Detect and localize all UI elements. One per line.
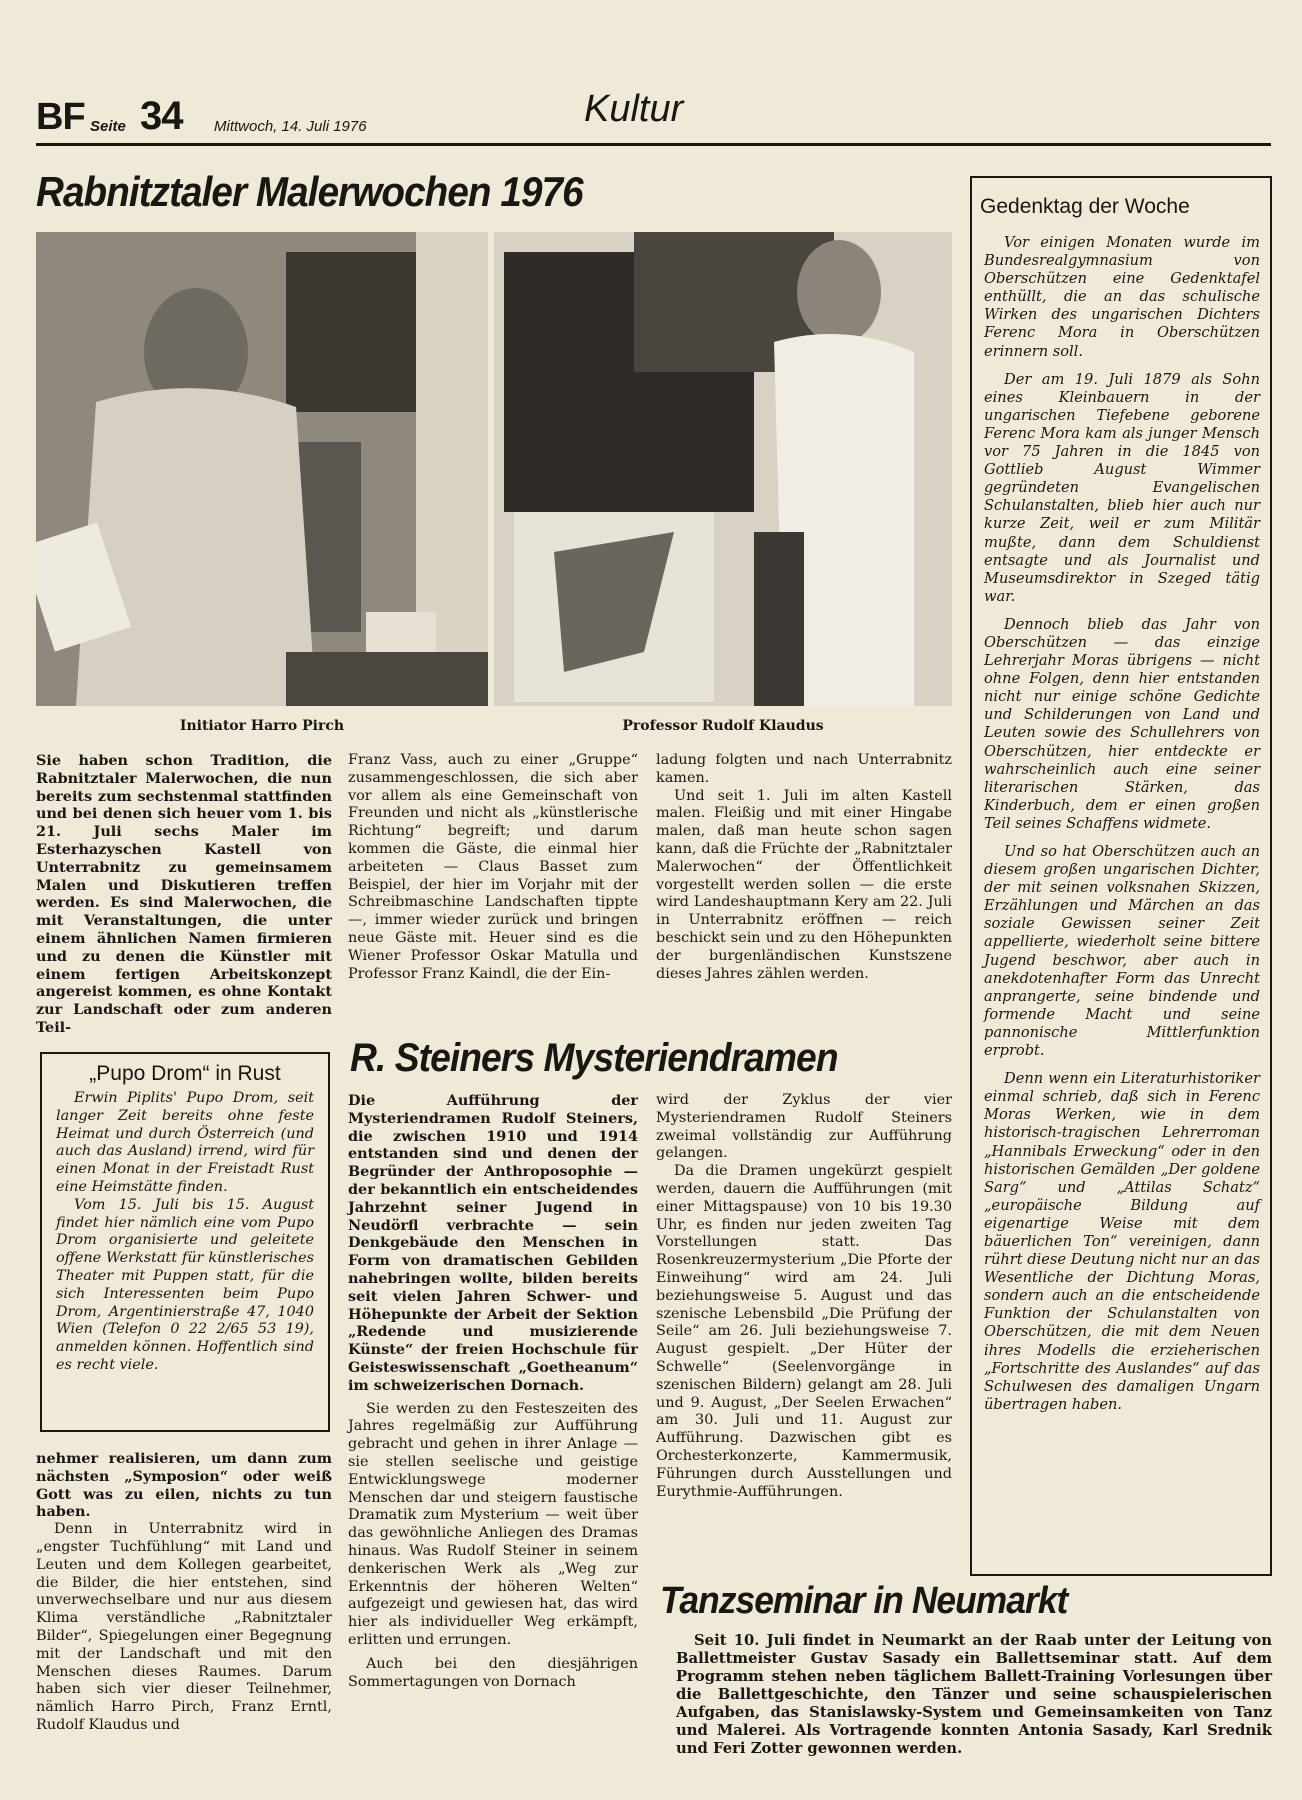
tanzseminar-paragraph: Seit 10. Juli findet in Neumarkt an der Raab unter der Leitung von Ballettmeister Gustav Sasady ein Ballettseminar statt. Auf dem Programm stehen neben täglichem Ballett-Training Vorlesungen über die Ballettgeschichte, den Tänzer und seine schauspielerischen Aufgaben, das Stanislawsky-System und Gemeinsamkeiten von Tanz und Malerei. Als Vortragende konnten Antonia Sasady, Karl Srednik und Feri Zotter gewonnen werden. <box>676 1632 1272 1757</box>
malerwochen-cont-paragraph: Denn in Unterrabnitz wird in „engster Tuchfühlung“ mit Land und Leuten und dem Kollegen gearbeitet, die Bilder, die hier entstehen, sind unverwechselbare und nur aus diesem Klima verständliche „Rabnitztaler Bilder“, Spiegelungen einer Begegnung mit der Landschaft und mit den Menschen dieses Raumes. Darum haben sich vier dieser Teilnehmer, nämlich Harro Pirch, Franz Erntl, Rudolf Klaudus und <box>36 1521 332 1733</box>
brand-logo: BF <box>36 96 85 138</box>
malerwochen-col3-paragraph1: ladung folgten und nach Unterrabnitz kamen. <box>656 752 952 786</box>
photo-rudolf-klaudus-image <box>494 232 952 706</box>
steiner-col1 <box>348 1092 638 1691</box>
photo-harro-pirch <box>36 232 488 706</box>
photo-rudolf-klaudus <box>494 232 952 706</box>
sidebar-gedenktag-title: Gedenktag der Woche <box>980 195 1190 218</box>
pupo-drom-title: „Pupo Drom“ in Rust <box>89 1062 281 1085</box>
headline-tanzseminar: Tanzseminar in Neumarkt <box>660 1580 1068 1622</box>
sidebar-paragraph4: Und so hat Oberschützen auch an diesem großen ungarischen Dichter, der mit seinen volksnahen Skizzen, Erzählungen und Märchen an das soziale Gewissen seiner Zeit appellierte, wiederholt seine bittere Jugend beschwor, aber auch in anekdotenhafter Form das Unrecht anprangerte, seine bindende und formende Macht und seine pannonische Mittlerfunktion erprobt. <box>984 843 1260 1060</box>
steiner-lead-paragraph: Die Aufführung der Mysteriendramen Rudolf Steiners, die zwischen 1910 und 1914 entstanden sind und denen der Begründer der Anthroposophie — der bekanntlich ein entscheidendes Jahrzehnt seiner Jugend in Neudörfl verbrachte — sein Denkgebäude den Menschen in Form von dramatischen Gebilden nahebringen wollte, bilden bereits seit vielen Jahren Schwer- und Höhepunkte der Arbeit der Sektion „Redende und musizierende Künste“ der freien Hochschule für Geisteswissenschaft „Goetheanum“ im schweizerischen Dornach. <box>348 1092 638 1394</box>
malerwochen-col3-paragraph2: Und seit 1. Juli im alten Kastell malen. Fleißig und mit einer Hingabe malen, daß man heute schon sagen kann, daß die Früchte der „Rabnitztaler Malerwochen“ der Öffentlichkeit vorgestellt werden sollen — die erste wird Landeshauptmann Kery am 22. Juli in Unterrabnitz eröffnen — reich beschickt sein und zu den Höhepunkten der burgenländischen Kunstszene dieses Jahres zählen werden. <box>656 787 952 982</box>
caption-harro-pirch: Initiator Harro Pirch <box>179 718 345 734</box>
steiner-paragraph3: Auch bei den diesjährigen Sommertagungen von Dornach <box>348 1655 638 1690</box>
steiner-col2 <box>656 1092 952 1501</box>
caption-rudolf-klaudus: Professor Rudolf Klaudus <box>622 718 824 734</box>
sidebar-paragraph2: Der am 19. Juli 1879 als Sohn eines Kleinbauern in der ungarischen Tiefebene geborene Ferenc Mora kam als junger Mensch vor 75 Jahren in die 1845 von Gottlieb August Wimmer gegründeten Evangelischen Schulanstalten, blieb hier auch nur kurze Zeit, weil er zum Militär mußte, dann dem Schuldienst entsagte und als Journalist und Museumsdirektor in Szeged tätig war. <box>984 370 1260 605</box>
malerwochen-col2-paragraph: Franz Vass, auch zu einer „Gruppe“ zusammengeschlossen, die sich aber vor allem als eine Gemeinschaft von Freunden und nicht als „künstlerische Richtung“ begreift; und darum kommen die Gäste, die einmal hier arbeiteten — Claus Basset zum Beispiel, der hier im Vorjahr mit der Schreibmaschine Landschaften tippte —, immer wieder zurück und bringen neue Gäste mit. Heuer sind es die Wiener Professor Oskar Matulla und Professor Franz Kaindl, die der Ein- <box>348 752 638 982</box>
pupo-drom-paragraph2: Vom 15. Juli bis 15. August findet hier nämlich eine vom Pupo Drom organisierte und geleitete offene Werkstatt für künstlerisches Theater mit Puppen statt, für die sich Interessenten beim Pupo Drom, Argentinierstraße 47, 1040 Wien (Telefon 0 22 2/65 53 19), anmelden können. Hoffentlich sind es recht viele. <box>56 1196 314 1373</box>
steiner-paragraph2: Sie werden zu den Festeszeiten des Jahres regelmäßig zur Aufführung gebracht und gehen in ihrer Anlage — sie stellen seelische und geistige Entwicklungswege moderner Menschen dar und steigern faustische Dramatik zum Mysterium — weit über das gewöhnliche Anliegen des Dramas hinaus. Was Rudolf Steiner in seinem denkerischen Werk als „Weg zur Erkenntnis der höheren Welten“ aufgezeigt und gewiesen hat, das wird hier als individueller Weg erkämpft, erlitten und errungen. <box>348 1400 638 1648</box>
steiner-col2-paragraph2: Da die Dramen ungekürzt gespielt werden, dauern die Aufführungen (mit einer Mittagspause) von 10 bis 19.30 Uhr, es finden nur jeden zweiten Tag Vorstellungen statt. Das Rosenkreuzermysterium „Die Pforte der Einweihung“ wird am 24. Juli beziehungsweise 5. August und das szenische Lebensbild „Die Prüfung der Seile“ am 26. Juli beziehungsweise 7. August gespielt. „Der Hüter der Schwelle“ (Seelenvorgänge in szenischen Bildern) gelangt am 28. Juli und 9. August, „Der Seelen Erwachen“ am 30. Juli und 11. August zur Aufführung. Dazwischen gibt es Orchesterkonzerte, Kammermusik, Führungen durch Ausstellungen und Eurythmie-Aufführungen. <box>656 1163 952 1500</box>
sidebar-paragraph1: Vor einigen Monaten wurde im Bundesrealgymnasium von Oberschützen eine Gedenktafel enthüllt, die an das schulische Wirken des ungarischen Dichters Ferenc Mora in Oberschützen erinnern soll. <box>984 234 1260 360</box>
sidebar-paragraph5: Denn wenn ein Literaturhistoriker einmal schrieb, daß sich in Ferenc Moras Werken, wie in dem historisch-tragischen Lehrerroman „Hannibals Erweckung“ oder in den historischen Gemälden „Der goldene Sarg“ und „Attilas Schatz“ „europäische Bildung auf eigenartige Weise mit dem bäuerlichen Ton“ vereinigen, dann rührt diese Deutung nicht nur an das Wesentliche der Dichtung Moras, sondern auch an die entscheidende Funktion der Schulanstalten von Oberschützen, die mit dem Neuen ihres Modells die erzieherischen „Fortschritte des Auslandes“ auf das Schulwesen des damaligen Ungarn übertragen haben. <box>984 1070 1260 1413</box>
sidebar-paragraph3: Dennoch blieb das Jahr von Oberschützen — das einzige Lehrerjahr Moras übrigens — nicht ohne Folgen, denn hier entstanden nicht nur einige schöne Gedichte und Schilderungen von Land und Leuten sowie des Schullehrers von Oberschützen, hier entdeckte er wahrscheinlich auch eine seiner literarischen Stärken, das Kinderbuch, dem er einen großen Teil seines Schaffens widmete. <box>984 615 1260 832</box>
pupo-drom-body <box>56 1090 314 1375</box>
pupo-drom-paragraph1: Erwin Piplits' Pupo Drom, seit langer Zeit bereits ohne feste Heimat und durch Österreich (und auch das Ausland) irrend, wird für einen Monat in der Freistadt Rust eine Heimstätte finden. <box>56 1090 314 1195</box>
malerwochen-col1-continued <box>36 1450 332 1735</box>
photo-harro-pirch-image <box>36 232 488 706</box>
pupo-drom-box <box>40 1052 330 1432</box>
malerwochen-cont-bold: nehmer realisieren, um dann zum nächsten „Symposion“ oder weiß Gott was zu eilen, nichts zu tun haben. <box>36 1450 332 1521</box>
malerwochen-col1-lead <box>36 752 332 1037</box>
headline-mysteriendramen: R. Steiners Mysteriendramen <box>350 1036 838 1080</box>
malerwochen-col3 <box>656 752 952 983</box>
page-number: 34 <box>140 94 183 138</box>
seite-label: Seite <box>90 118 126 135</box>
headline-malerwochen: Rabnitztaler Malerwochen 1976 <box>36 168 583 215</box>
section-title: Kultur <box>584 88 684 130</box>
tanzseminar-body <box>676 1632 1272 1758</box>
steiner-col2-paragraph1: wird der Zyklus der vier Mysteriendramen Rudolf Steiners zweimal vollständig zur Aufführung gelangen. <box>656 1092 952 1162</box>
issue-date: Mittwoch, 14. Juli 1976 <box>214 118 367 135</box>
masthead <box>36 88 1271 146</box>
malerwochen-col2 <box>348 752 638 983</box>
malerwochen-lead-paragraph: Sie haben schon Tradition, die Rabnitztaler Malerwochen, die nun bereits zum sechstenmal stattfinden und bei denen sich heuer vom 1. bis 21. Juli sechs Maler im Esterhazyschen Kastell von Unterrabnitz zu gemeinsamem Malen und Diskutieren treffen werden. Es sind Malerwochen, die mit Veranstaltungen, die unter einem ähnlichen Namen firmieren und zu denen die Künstler mit einem fertigen Arbeitskonzept angereist kommen, es ohne Kontakt zur Landschaft oder zum anderen Teil- <box>36 752 332 1036</box>
sidebar-gedenktag-body <box>984 234 1260 1424</box>
